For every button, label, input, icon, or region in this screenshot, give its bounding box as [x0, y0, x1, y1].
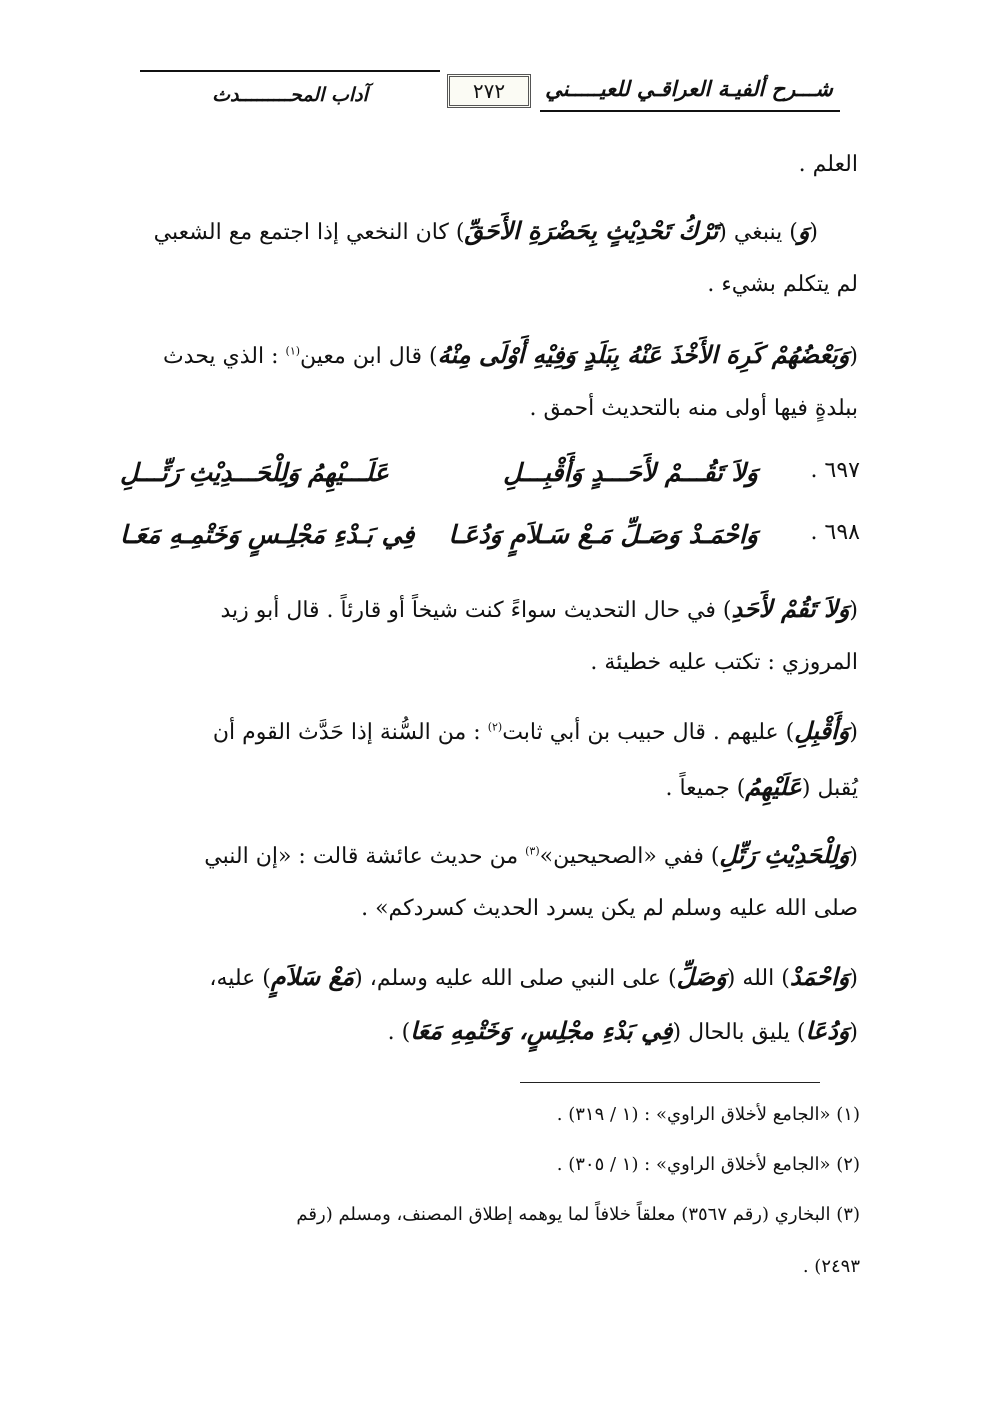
verse-hemistich-1: وَلاَ تَقُـــمْ لأَحَـــدٍ وَأَقْبِـــلِ — [503, 458, 758, 487]
paragraph-text: على النبي صلى الله عليه وسلم، — [369, 966, 662, 991]
paragraph-text: في حال التحديث سواءً كنت شيخاً أو قارئاً . قال أبو زيد — [220, 598, 716, 623]
paragraph-4-line-2 — [142, 650, 858, 694]
verse-number: ٦٩٧ . — [810, 458, 860, 483]
paragraph-6-line-1: (وَلِلْحَدِيْثِ رَتِّلِ) ففي «الصحيحين»$^{(٣)}$ من حديث عائشة قالت : «إن النبي — [204, 840, 858, 869]
paragraph-text: العلم . — [798, 152, 858, 177]
paragraph-text: عليه، — [209, 966, 256, 991]
matn-quote: عَلَيْهِمُ — [745, 772, 802, 801]
paragraph-text: جميعاً . — [665, 776, 730, 801]
paragraph-5-line-1: (وَأَقْبِلِ) عليهم . قال حبيب بن أبي ثابت$^{(٢)}$ : من السُّنة إذا حَدَّث القوم أن — [212, 716, 858, 745]
footnote-ref[interactable]: (٣) — [525, 844, 540, 858]
book-title: شـــرح ألفيـة العراقـي للعيـــــني — [545, 76, 833, 101]
chapter-title: آداب المحـــــــــدث — [212, 84, 368, 106]
paragraph-7-line-1: (وَاحْمَدْ) الله (وَصَلِّ) على النبي صلى الله عليه وسلم، (مَعْ سَلاَمٍ) عليه، — [209, 962, 858, 991]
paragraph-text: عليهم . قال حبيب بن أبي ثابت — [502, 720, 779, 745]
verse-hemistich-2: عَلَـــيْهِمُ وَلِلْحَـــدِيْثِ رَتِّـــلِ — [120, 458, 389, 487]
matn-quote: وَأَقْبِلِ — [794, 716, 850, 745]
verse-number: ٦٩٨ . — [810, 520, 860, 545]
paragraph-text: ففي «الصحيحين» — [539, 844, 704, 869]
matn-quote: وَدُعَا — [805, 1016, 850, 1045]
footnote-1: (١) «الجامع لأخلاق الراوي» : (١ / ٣١٩) . — [556, 1104, 860, 1125]
paragraph-7-line-2: (وَدُعَا) يليق بالحال (فِي بَدْءِ مجْلِسٍ، وَخَتْمِهِ مَعَا) . — [387, 1016, 858, 1045]
matn-quote: وَاحْمَدْ — [789, 962, 850, 991]
paragraph-text: لم يتكلم بشيء . — [707, 272, 858, 297]
header-rule-left — [140, 70, 440, 72]
matn-quote: وَلِلْحَدِيْثِ رَتِّلِ — [719, 840, 850, 869]
paragraph-6-line-2 — [142, 896, 858, 940]
paragraph-text: ببلدةٍ فيها أولى منه بالتحديث أحمق . — [529, 396, 858, 421]
matn-quote: وَ — [797, 216, 810, 245]
paragraph-2-line-2 — [142, 272, 858, 316]
verse-hemistich-2: فِي بَـدْءِ مَجْلِـسٍ وَخَتْمِـهِ مَعَـا — [120, 520, 415, 549]
paragraph-text: : من السُّنة إذا حَدَّث القوم أن — [212, 720, 481, 745]
paragraph-text: : الذي يحدث — [162, 344, 279, 369]
paragraph-3-line-1: (وَبَعْضُهُمْ كَرِهَ الأَخْذَ عَنْهُ بِبَلَدٍ وَفِيْهِ أَوْلَى مِنْهُ) قال ابن معين$^{(١)}$ : الذي يحدث — [162, 340, 858, 369]
paragraph-text: يُقبل — [817, 776, 858, 801]
header-rule-right — [540, 110, 840, 112]
paragraph-text: الله — [742, 966, 775, 991]
paragraph-text: يليق بالحال — [688, 1020, 790, 1045]
matn-quote: وَبَعْضُهُمْ كَرِهَ الأَخْذَ عَنْهُ بِبَلَدٍ وَفِيْهِ أَوْلَى مِنْهُ — [437, 340, 850, 369]
paragraph-text: قال ابن معين — [300, 344, 422, 369]
footnote-3: (٣) البخاري (رقم ٣٥٦٧) معلقاً خلافاً لما يوهمه إطلاق المصنف، ومسلم (رقم — [296, 1204, 860, 1225]
paragraph-text: من حديث عائشة قالت : «إن النبي — [204, 844, 519, 869]
verse-hemistich-1: وَاحْمَـدْ وَصَـلِّ مَـعْ سَـلاَمٍ وَدُعَـا — [448, 520, 758, 549]
paragraph-1 — [142, 152, 858, 196]
footnote-separator — [520, 1082, 820, 1083]
footnote-2: (٢) «الجامع لأخلاق الراوي» : (١ / ٣٠٥) . — [556, 1154, 860, 1175]
footnote-ref[interactable]: (١) — [285, 344, 301, 358]
matn-quote: مَعْ سَلاَمٍ — [270, 962, 355, 991]
matn-quote: وَلاَ تَقُمْ لأَحَدِ — [731, 594, 850, 623]
paragraph-text: صلى الله عليه وسلم لم يكن يسرد الحديث كسردكم» . — [361, 896, 858, 921]
matn-quote: فِي بَدْءِ مجْلِسٍ، وَخَتْمِهِ مَعَا — [410, 1016, 673, 1045]
paragraph-3-line-2 — [142, 396, 858, 440]
page-number: ٢٧٢ — [447, 74, 531, 108]
paragraph-text: كان النخعي إذا اجتمع مع الشعبي — [153, 220, 449, 245]
verse-697 — [120, 458, 860, 508]
matn-quote: تَرْكُ تَحْدِيْثٍ بِحَضْرَةِ الأَحَقِّ — [464, 216, 719, 245]
paragraph-text: ينبغي — [733, 220, 783, 245]
verse-698 — [120, 520, 860, 570]
paragraph-5-line-2: يُقبل (عَلَيْهِمُ) جميعاً . — [665, 772, 858, 801]
paragraph-2-line-1: (وَ) ينبغي (تَرْكُ تَحْدِيْثٍ بِحَضْرَةِ الأَحَقِّ) كان النخعي إذا اجتمع مع الشعبي — [153, 216, 818, 245]
paragraph-text: المروزي : تكتب عليه خطيئة . — [590, 650, 858, 675]
paragraph-4-line-1: (وَلاَ تَقُمْ لأَحَدِ) في حال التحديث سواءً كنت شيخاً أو قارئاً . قال أبو زيد — [220, 594, 858, 623]
footnote-3-continuation: ٢٤٩٣) . — [802, 1256, 860, 1277]
footnote-ref[interactable]: (٢) — [487, 720, 503, 734]
matn-quote: وَصَلِّ — [676, 962, 727, 991]
